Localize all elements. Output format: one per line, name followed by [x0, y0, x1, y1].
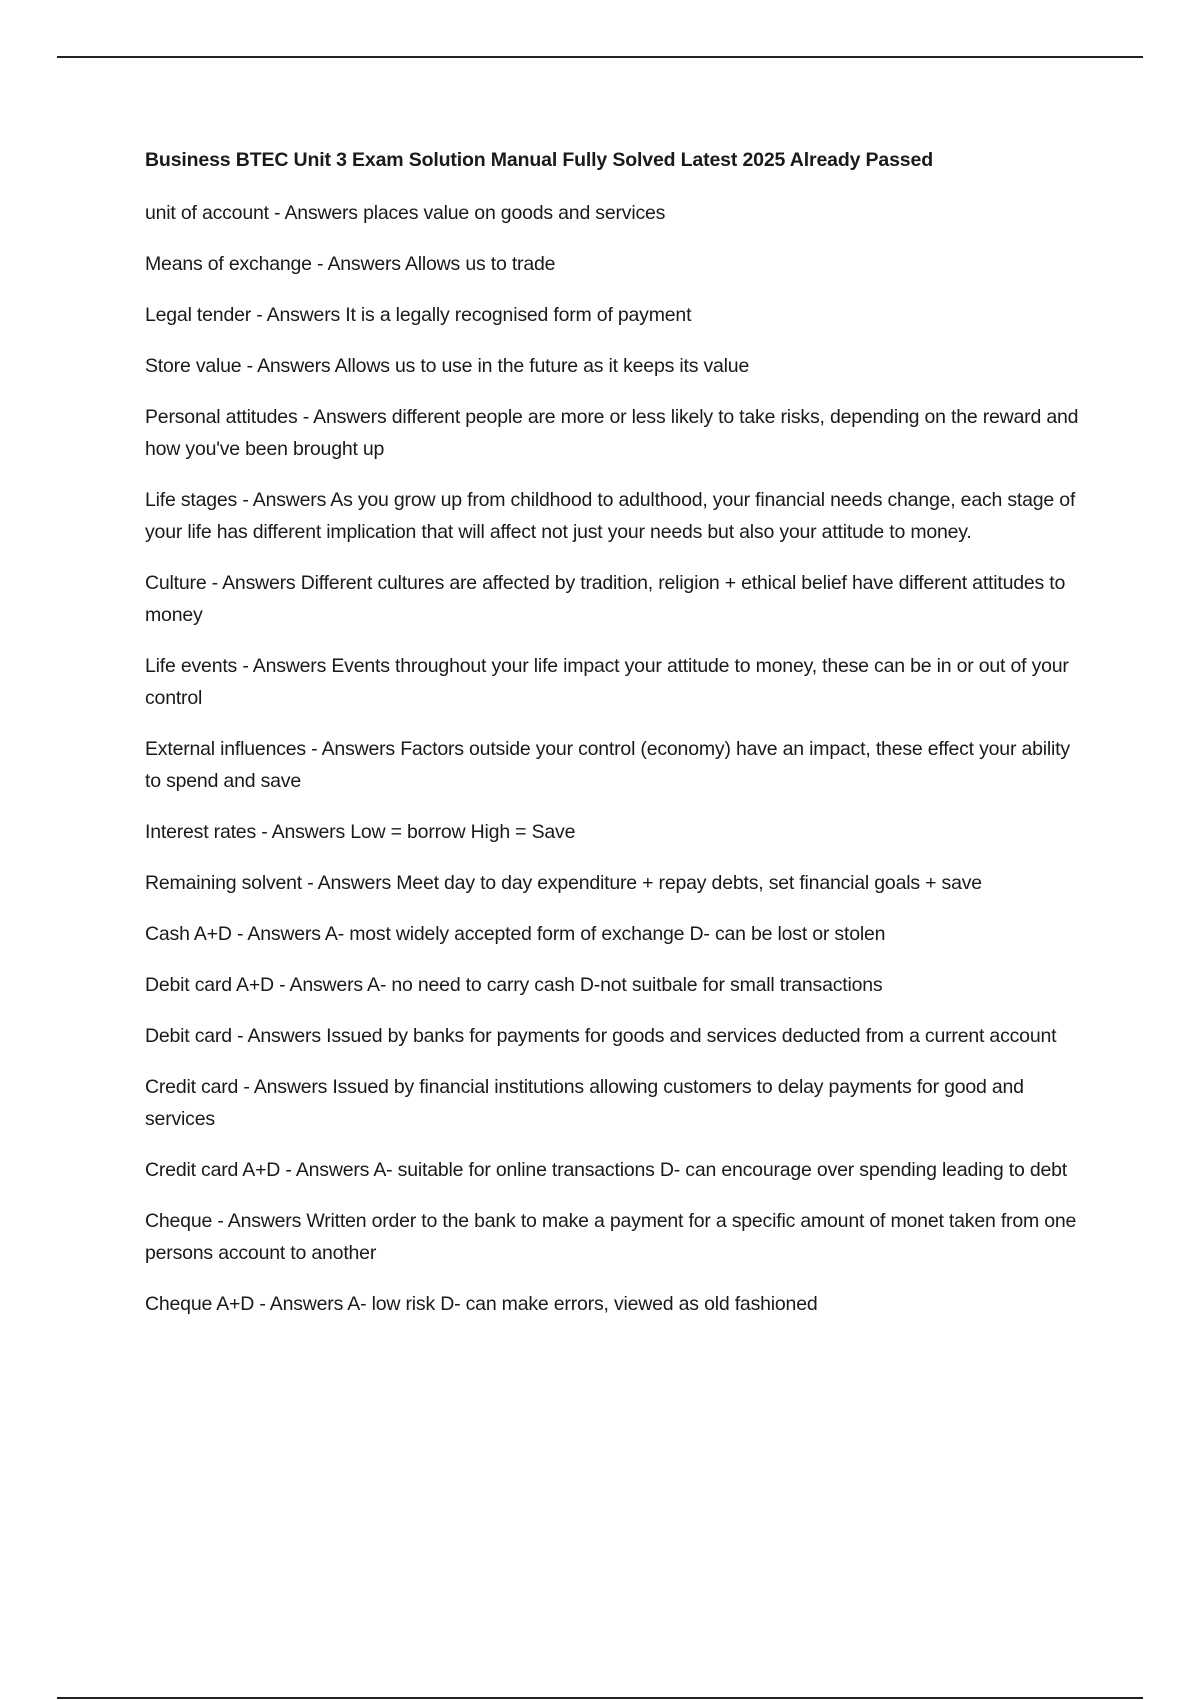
entry-remaining-solvent: Remaining solvent - Answers Meet day to day expenditure + repay debts, set financial goals + save: [145, 872, 982, 894]
entry-credit-card-ad: Credit card A+D - Answers A- suitable for online transactions D- can encourage over spending leading to debt: [145, 1159, 1067, 1181]
entry-culture: Culture - Answers Different cultures are affected by tradition, religion + ethical belief have different attitudes to money: [145, 572, 1066, 626]
entry-interest-rates: Interest rates - Answers Low = borrow High = Save: [145, 821, 576, 843]
document-body: [145, 146, 1090, 1320]
entry-credit-card: Credit card - Answers Issued by financial institutions allowing customers to delay payments for good and services: [145, 1076, 1024, 1130]
entry-unit-of-account: unit of account - Answers places value on goods and services: [145, 202, 666, 224]
header-rule: [57, 56, 1143, 58]
entry-store-value: Store value - Answers Allows us to use in the future as it keeps its value: [145, 355, 750, 377]
document-title: Business BTEC Unit 3 Exam Solution Manual Fully Solved Latest 2025 Already Passed: [145, 149, 933, 171]
entry-life-events: Life events - Answers Events throughout your life impact your attitude to money, these can be in or out of your control: [145, 655, 1069, 709]
entry-cash-ad: Cash A+D - Answers A- most widely accepted form of exchange D- can be lost or stolen: [145, 923, 886, 945]
entry-means-of-exchange: Means of exchange - Answers Allows us to trade: [145, 253, 556, 275]
entry-cheque: Cheque - Answers Written order to the bank to make a payment for a specific amount of monet taken from one persons account to another: [145, 1210, 1077, 1264]
entry-legal-tender: Legal tender - Answers It is a legally recognised form of payment: [145, 304, 692, 326]
entry-life-stages: Life stages - Answers As you grow up from childhood to adulthood, your financial needs change, each stage of your life has different implication that will affect not just your needs but also your attitude to money.: [145, 489, 1076, 543]
entry-personal-attitudes: Personal attitudes - Answers different people are more or less likely to take risks, depending on the reward and how you've been brought up: [145, 406, 1079, 460]
entry-debit-card-ad: Debit card A+D - Answers A- no need to carry cash D-not suitbale for small transactions: [145, 974, 883, 996]
entry-cheque-ad: Cheque A+D - Answers A- low risk D- can make errors, viewed as old fashioned: [145, 1293, 818, 1315]
footer-rule: [57, 1697, 1143, 1699]
entry-debit-card: Debit card - Answers Issued by banks for payments for goods and services deducted from a current account: [145, 1025, 1057, 1047]
entry-external-influences: External influences - Answers Factors outside your control (economy) have an impact, these effect your ability to spend and save: [145, 738, 1070, 792]
